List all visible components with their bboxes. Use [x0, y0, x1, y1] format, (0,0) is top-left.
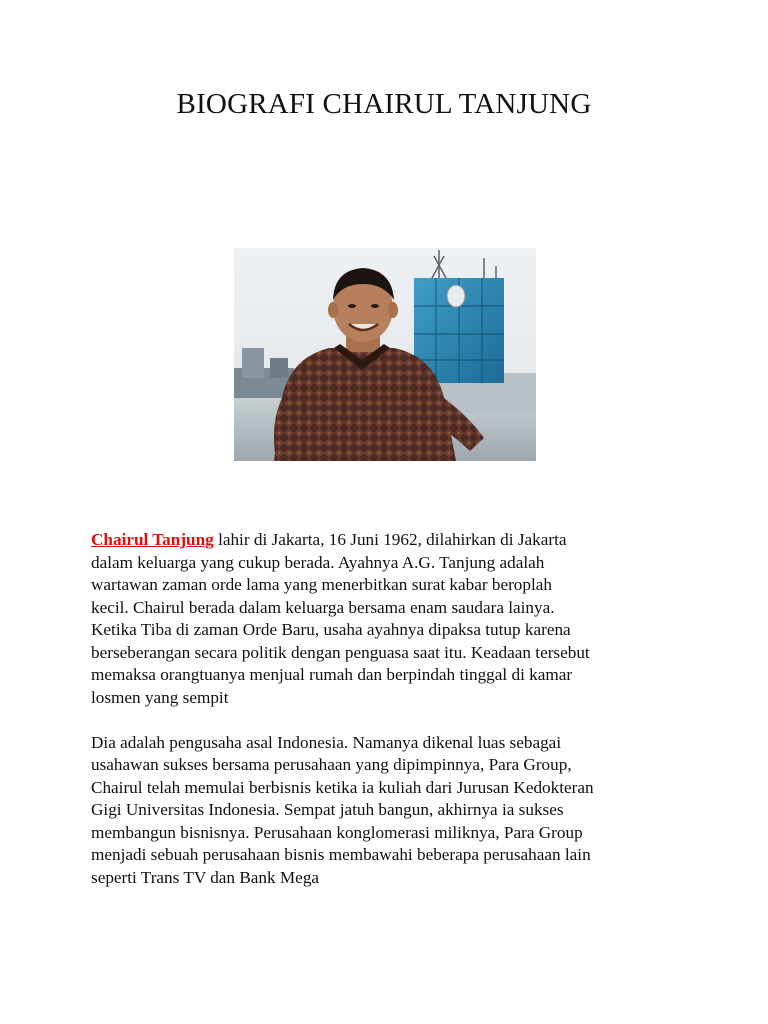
paragraph-1-line: berseberangan secara politik dengan penguasa saat itu. Keadaan tersebut [91, 642, 590, 662]
paragraph-1-line [91, 529, 691, 552]
document-title: BIOGRAFI CHAIRUL TANJUNG [176, 88, 592, 120]
paragraph-1-line: kecil. Chairul berada dalam keluarga bersama enam saudara lainya. [91, 597, 555, 617]
paragraph-1-line: memaksa orangtuanya menjual rumah dan berpindah tinggal di kamar [91, 665, 573, 684]
portrait-photo [234, 248, 536, 461]
paragraph-1-line: dalam keluarga yang cukup berada. Ayahnya A.G. Tanjung adalah [91, 552, 545, 572]
paragraph-2-line: menjadi sebuah perusahaan bisnis membawahi beberapa perusahaan lain [91, 845, 591, 864]
paragraph-1-line: Ketika Tiba di zaman Orde Baru, usaha ayahnya dipaksa tutup karena [91, 620, 571, 639]
paragraph-2-line: Gigi Universitas Indonesia. Sempat jatuh bangun, akhirnya ia sukses [91, 800, 564, 819]
biography-text [91, 529, 691, 912]
paragraph-2-line: usahawan sukses bersama perusahaan yang dipimpinnya, Para Group, [91, 755, 572, 774]
paragraph-2 [91, 732, 691, 890]
paragraph-2-line: Chairul telah memulai berbisnis ketika ia kuliah dari Jurusan Kedokteran [91, 777, 594, 797]
paragraph-2-line: Dia adalah pengusaha asal Indonesia. Namanya dikenal luas sebagai [91, 732, 562, 752]
chairul-tanjung-link[interactable]: Chairul Tanjung [91, 530, 214, 549]
paragraph-1-line: wartawan zaman orde lama yang menerbitkan surat kabar beroplah [91, 575, 552, 594]
paragraph-1-line: losmen yang sempit [91, 687, 229, 707]
paragraph-1 [91, 529, 691, 709]
paragraph-1-first-line-text: lahir di Jakarta, 16 Juni 1962, dilahirkan di Jakarta [213, 530, 567, 549]
paragraph-2-line: seperti Trans TV dan Bank Mega [91, 867, 320, 887]
paragraph-2-line: membangun bisnisnya. Perusahaan konglomerasi miliknya, Para Group [91, 822, 583, 842]
